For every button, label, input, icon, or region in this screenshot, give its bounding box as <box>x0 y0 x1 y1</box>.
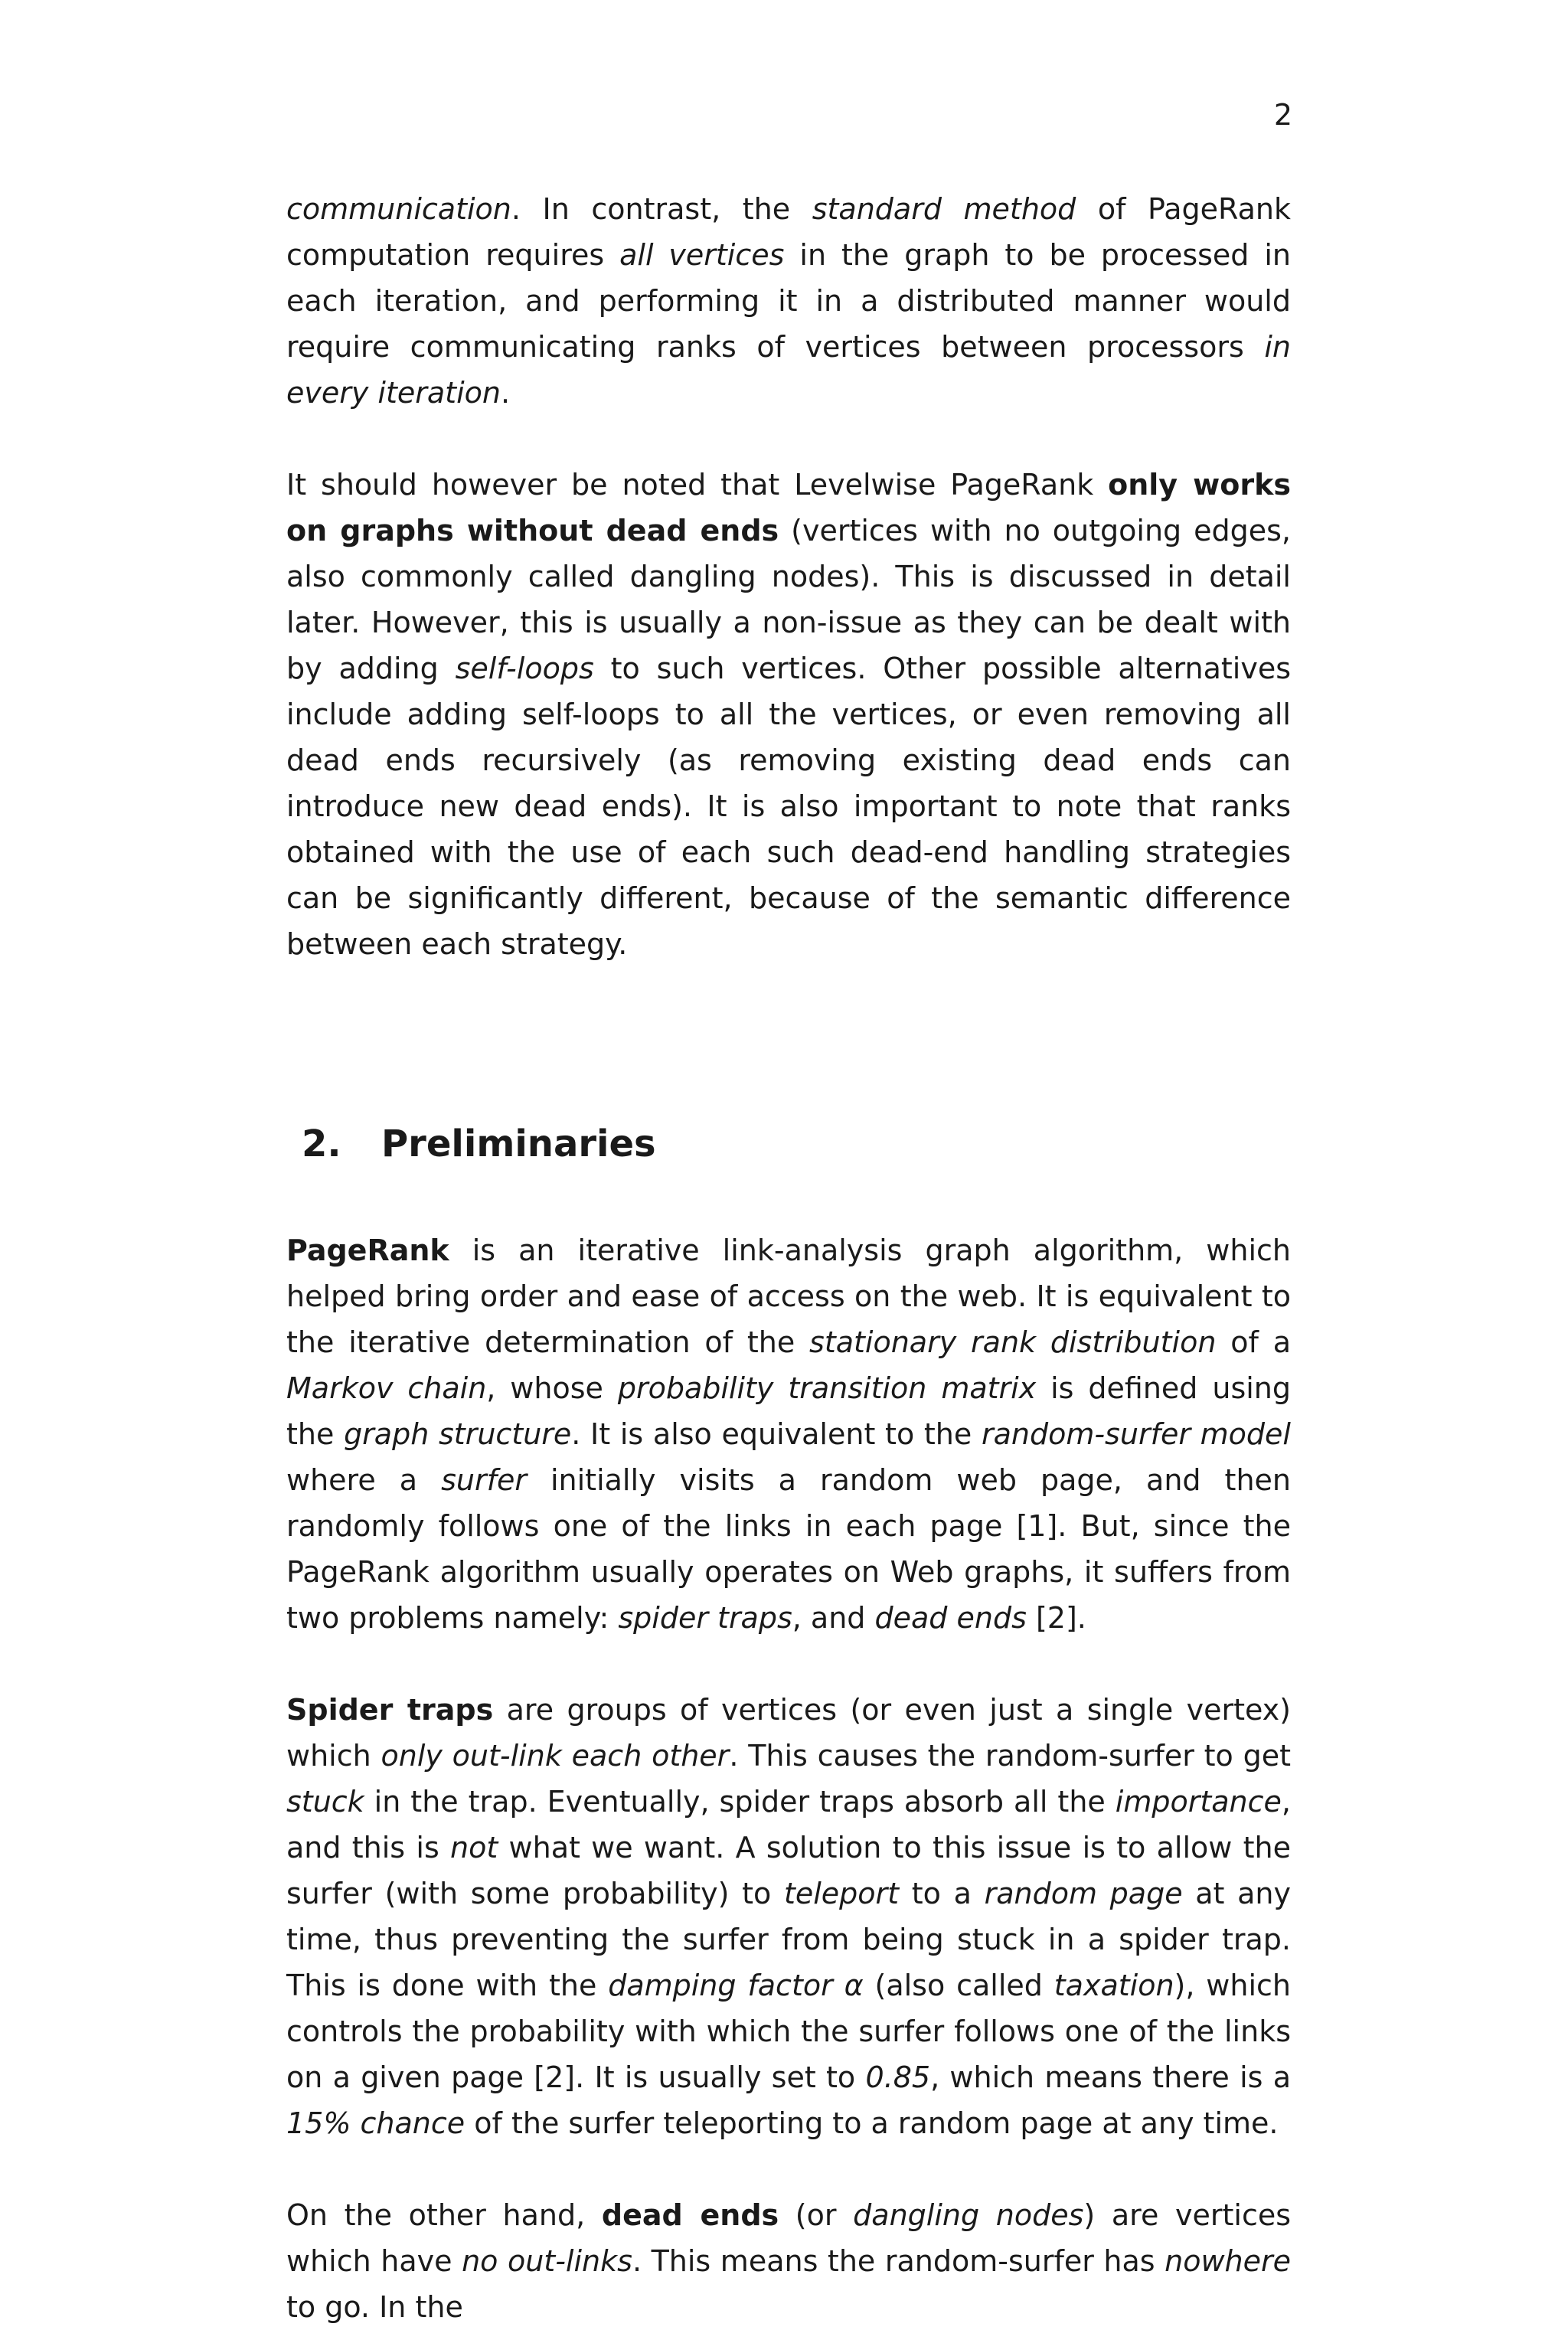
text-run: . <box>500 376 511 410</box>
italic-text: in every iteration <box>286 330 1291 410</box>
text-run: , whose <box>486 1371 618 1405</box>
italic-text: dead ends <box>874 1601 1027 1635</box>
italic-text: importance <box>1115 1785 1282 1819</box>
paragraph-dead-ends <box>286 2192 1291 2330</box>
text-run: to such vertices. Other possible alternatives include adding self-loops to all the vertices, or even removing all dead ends recursively (as removing existing dead ends can introduce new dead ends). It is also important to note that ranks obtained with the use of each such dead-end handling strategies can be significantly different, because of the semantic difference between each strategy. <box>286 652 1292 961</box>
text-run: where a <box>286 1463 442 1497</box>
text-run: what we want. A solution to this issue is to allow the surfer (with some probability) to <box>286 1831 1291 1910</box>
italic-text: no out-links <box>462 2244 632 2278</box>
text-run: It should however be noted that Levelwise PageRank <box>286 468 1109 502</box>
text-run: . It is also equivalent to the <box>571 1417 982 1451</box>
italic-text: all vertices <box>619 238 785 272</box>
text-run: . This causes the random-surfer to get <box>729 1739 1291 1773</box>
section-heading <box>302 1117 1291 1171</box>
paragraph-dead-ends-note <box>286 462 1291 967</box>
paragraph-pagerank-definition <box>286 1227 1291 1641</box>
italic-text: damping factor α <box>608 1969 864 2002</box>
bold-text: Spider traps <box>286 1693 494 1727</box>
italic-text: random-surfer model <box>981 1417 1291 1451</box>
page-body <box>286 186 1291 2330</box>
text-run: at any time, thus preventing the surfer from being stuck in a spider trap. This is done with the <box>286 1877 1292 2002</box>
text-run: to a <box>899 1877 985 1910</box>
text-run: in the graph to be processed in each iteration, and performing it in a distributed manner would require communicating ranks of vertices between processors <box>286 238 1292 364</box>
italic-text: dangling nodes <box>853 2198 1084 2232</box>
text-run: of PageRank computation requires <box>286 192 1292 272</box>
text-run: in the trap. Eventually, spider traps absorb all the <box>364 1785 1116 1819</box>
text-run: , and <box>792 1601 875 1635</box>
section-title: Preliminaries <box>381 1123 656 1165</box>
page-number: 2 <box>1273 98 1292 132</box>
text-run: to go. In the <box>286 2290 463 2324</box>
italic-text: stuck <box>286 1785 364 1819</box>
italic-text: 0.85 <box>865 2060 931 2094</box>
text-run: ) are vertices which have <box>286 2198 1292 2278</box>
italic-text: self-loops <box>455 652 594 685</box>
italic-text: random page <box>984 1877 1183 1910</box>
paragraph-intro-continuation <box>286 186 1291 416</box>
text-run: . This means the random-surfer has <box>632 2244 1165 2278</box>
italic-text: not <box>450 1831 498 1864</box>
italic-text: surfer <box>441 1463 527 1497</box>
text-run: , and this is <box>286 1785 1291 1864</box>
italic-text: communication <box>286 192 511 226</box>
italic-text: standard method <box>812 192 1076 226</box>
text-run: of the surfer teleporting to a random page at any time. <box>465 2106 1279 2140</box>
text-run: , which means there is a <box>930 2060 1291 2094</box>
italic-text: 15% chance <box>286 2106 466 2140</box>
text-run: is defined using the <box>286 1371 1292 1451</box>
text-run: of a <box>1216 1325 1291 1359</box>
italic-text: stationary rank distribution <box>809 1325 1217 1359</box>
text-run: (vertices with no outgoing edges, also commonly called dangling nodes). This is discussed in detail later. However, this is usually a non-issue as they can be dealt with by adding <box>286 514 1292 685</box>
italic-text: graph structure <box>344 1417 572 1451</box>
text-run: are groups of vertices (or even just a single vertex) which <box>286 1693 1292 1773</box>
italic-text: only out-link each other <box>381 1739 730 1773</box>
section-number: 2. <box>302 1123 341 1165</box>
italic-text: teleport <box>783 1877 900 1910</box>
text-run: On the other hand, <box>286 2198 602 2232</box>
text-run: is an iterative link-analysis graph algorithm, which helped bring order and ease of access on the web. It is equivalent to the iterative determination of the <box>286 1234 1291 1359</box>
text-run: [2]. <box>1026 1601 1086 1635</box>
text-run: initially visits a random web page, and then randomly follows one of the links in each page [1]. But, since the PageRank algorithm usually operates on Web graphs, it suffers from two problems namely: <box>286 1463 1291 1635</box>
text-run: (or <box>779 2198 854 2232</box>
bold-text: dead ends <box>601 2198 779 2232</box>
paragraph-spider-traps <box>286 1687 1291 2146</box>
italic-text: Markov chain <box>286 1371 487 1405</box>
italic-text: nowhere <box>1165 2244 1292 2278</box>
italic-text: spider traps <box>618 1601 792 1635</box>
italic-text: taxation <box>1054 1969 1174 2002</box>
text-run: ), which controls the probability with which the surfer follows one of the links on a given page [2]. It is usually set to <box>286 1969 1292 2094</box>
text-run: . In contrast, the <box>511 192 812 226</box>
text-run: (also called <box>863 1969 1054 2002</box>
italic-text: probability transition matrix <box>617 1371 1037 1405</box>
bold-text: PageRank <box>286 1234 449 1267</box>
bold-text: only works on graphs without dead ends <box>286 468 1291 547</box>
